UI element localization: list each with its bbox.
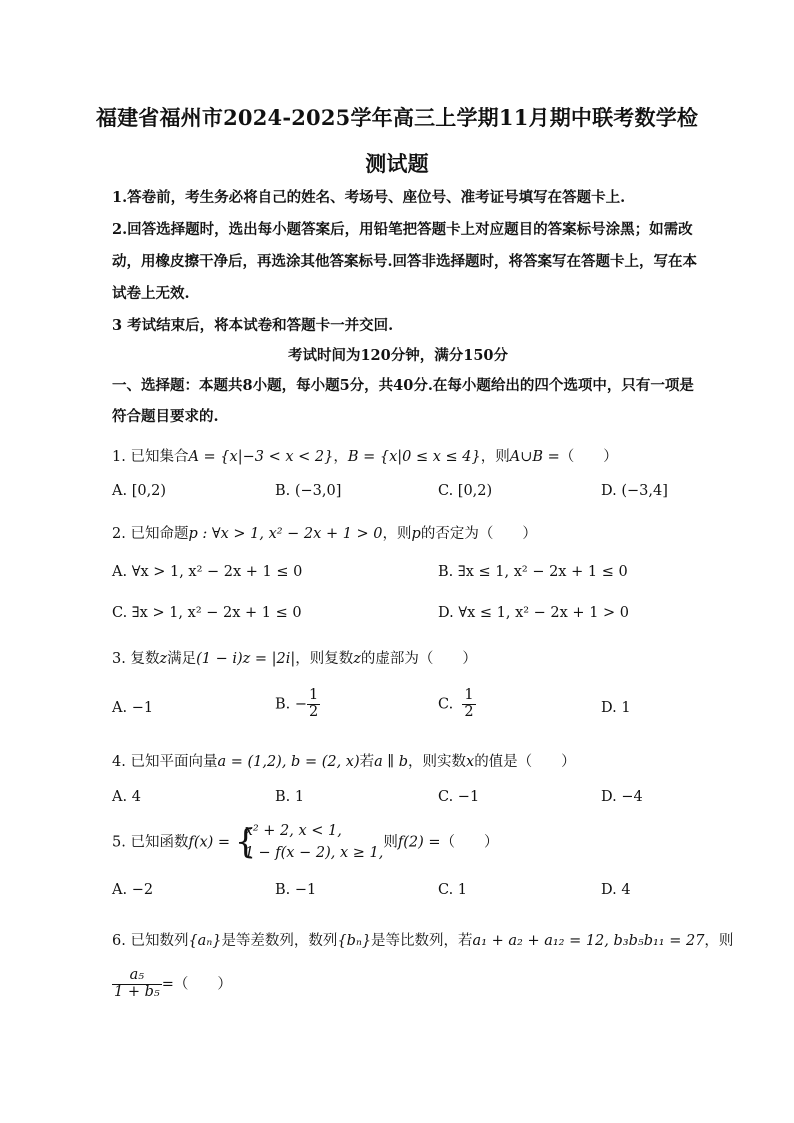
q4-x: x xyxy=(466,754,475,770)
q5-stem-mid: 则 xyxy=(383,834,398,851)
q4-stem-mid: 若 xyxy=(359,754,375,770)
instruction-2-line3: 试卷上无效. xyxy=(112,285,190,302)
fraction-numerator: 1 xyxy=(464,687,474,703)
q6-an: {aₙ} xyxy=(188,933,222,949)
q2-stem-tail: 的否定为（ ） xyxy=(420,526,537,542)
q2-p: p xyxy=(411,526,421,542)
q3-option-d: D. 1 xyxy=(601,700,631,716)
q4-stem-text: 4. 已知平面向量 xyxy=(112,754,218,770)
section-heading-line2: 符合题目要求的. xyxy=(112,408,219,425)
q6-condition: a₁ + a₂ + a₁₂ = 12, b₃b₅b₁₁ = 27 xyxy=(472,933,705,949)
q4-vectors: a = (1,2), b = (2, x) xyxy=(217,754,360,770)
q6-tail: =（ ） xyxy=(161,976,232,993)
q2-option-b: B. ∃x ≤ 1, x² − 2x + 1 ≤ 0 xyxy=(438,564,628,580)
q5-paren: （ ） xyxy=(440,834,499,851)
q3-option-b-fraction xyxy=(307,688,320,721)
q6-stem-mid2: 是等比数列，若 xyxy=(371,933,473,949)
q3-option-a: A. −1 xyxy=(112,700,154,716)
q2-option-d: D. ∀x ≤ 1, x² − 2x + 1 > 0 xyxy=(438,605,630,621)
q3-equation: (1 − i)z = |2i| xyxy=(196,651,296,667)
fraction-numerator: 1 xyxy=(309,687,319,703)
q1-stem-text: 1. 已知集合 xyxy=(112,449,189,465)
q4-option-a: A. 4 xyxy=(112,789,141,805)
exam-info: 考试时间为120分钟，满分150分 xyxy=(287,347,509,364)
q1-sep: ， xyxy=(333,449,348,465)
instruction-2-line1: 2.回答选择题时，选出每小题答案后，用铅笔把答题卡上对应题目的答案标号涂黑；如需改 xyxy=(112,221,693,238)
exam-title-line2: 测试题 xyxy=(365,151,429,176)
q4-stem-tail: 的值是（ ） xyxy=(474,754,576,770)
q1-option-c: C. [0,2) xyxy=(438,483,493,499)
fraction-denominator: 2 xyxy=(464,703,474,720)
q2-option-c: C. ∃x > 1, x² − 2x + 1 ≤ 0 xyxy=(112,605,302,621)
q3-stem-mid2: ，则复数 xyxy=(295,651,354,667)
question-1-stem xyxy=(112,445,618,466)
q1-option-a: A. [0,2) xyxy=(112,483,167,499)
q6-fraction xyxy=(112,968,162,1001)
instruction-3: 3 考试结束后，将本试卷和答题卡一并交回. xyxy=(112,317,394,334)
q1-option-d: D. (−3,4] xyxy=(601,483,668,499)
question-3-stem xyxy=(112,647,477,668)
q1-expr: A∪B = xyxy=(509,449,560,465)
q3-stem-mid: 满足 xyxy=(167,651,197,667)
q5-piecewise xyxy=(235,820,384,865)
q5-stem-text: 5. 已知函数 xyxy=(112,834,189,851)
question-5-stem xyxy=(112,820,499,865)
q5-option-c: C. 1 xyxy=(438,882,468,898)
q2-proposition: p : ∀x > 1, x² − 2x + 1 > 0 xyxy=(188,526,383,542)
q3-stem-tail: 的虚部为（ ） xyxy=(360,651,477,667)
q4-option-b: B. 1 xyxy=(275,789,305,805)
q5-fx: f(x) = xyxy=(188,834,231,851)
fraction-denominator: 1 + b₅ xyxy=(114,983,160,1000)
q6-bn: {bₙ} xyxy=(337,933,372,949)
q3-option-b xyxy=(275,688,320,721)
q4-parallel: a ∥ b xyxy=(374,754,408,770)
brace-glyph: { xyxy=(234,822,257,862)
q1-option-b: B. (−3,0] xyxy=(275,483,342,499)
q1-stem-tail: ，则 xyxy=(480,449,510,465)
q6-stem-mid: 是等差数列，数列 xyxy=(221,933,338,949)
question-4-stem xyxy=(112,750,576,771)
exam-title-line1: 福建省福州市2024-2025学年高三上学期11月期中联考数学检 xyxy=(95,105,699,130)
question-2-stem xyxy=(112,522,537,543)
q2-stem-text: 2. 已知命题 xyxy=(112,526,189,542)
question-6-stem xyxy=(112,929,733,950)
instruction-2-line2: 动，用橡皮擦干净后，再选涂其他答案标号.回答非选择题时，将答案写在答题卡上，写在本 xyxy=(112,253,698,270)
q5-f2: f(2) = xyxy=(397,834,441,851)
q2-stem-mid: ，则 xyxy=(382,526,412,542)
q6-stem-tail: ，则 xyxy=(704,933,734,949)
q5-option-b: B. −1 xyxy=(275,882,317,898)
q4-option-c: C. −1 xyxy=(438,789,480,805)
q1-set-a: A = {x|−3 < x < 2} xyxy=(188,449,334,465)
q3-option-c-prefix: C. xyxy=(438,696,454,713)
q1-paren: （ ） xyxy=(559,449,618,465)
q4-option-d: D. −4 xyxy=(601,789,643,805)
q4-stem-mid2: ，则实数 xyxy=(408,754,466,770)
q6-stem-text: 6. 已知数列 xyxy=(112,933,189,949)
section-heading-line1: 一、选择题：本题共8小题，每小题5分，共40分.在每小题给出的四个选项中，只有一项是 xyxy=(112,377,694,394)
q5-case-1: x² + 2, x < 1, xyxy=(244,823,342,839)
q5-option-d: D. 4 xyxy=(601,882,631,898)
q3-option-b-prefix: B. − xyxy=(275,696,308,713)
question-6-expression xyxy=(112,968,232,1001)
q5-option-a: A. −2 xyxy=(112,882,154,898)
fraction-denominator: 2 xyxy=(309,703,319,720)
q3-option-c xyxy=(438,688,476,721)
q3-option-c-fraction xyxy=(462,688,475,721)
instruction-1: 1.答卷前，考生务必将自己的姓名、考场号、座位号、准考证号填写在答题卡上. xyxy=(112,189,626,206)
q1-set-b: B = {x|0 ≤ x ≤ 4} xyxy=(347,449,481,465)
q5-case-2: 1 − f(x − 2), x ≥ 1, xyxy=(244,845,384,862)
q2-option-a: A. ∀x > 1, x² − 2x + 1 ≤ 0 xyxy=(112,564,303,580)
q3-z: z xyxy=(159,651,168,667)
q3-z2: z xyxy=(353,651,361,667)
fraction-numerator: a₅ xyxy=(112,968,162,985)
q3-stem-text: 3. 复数 xyxy=(112,651,160,667)
